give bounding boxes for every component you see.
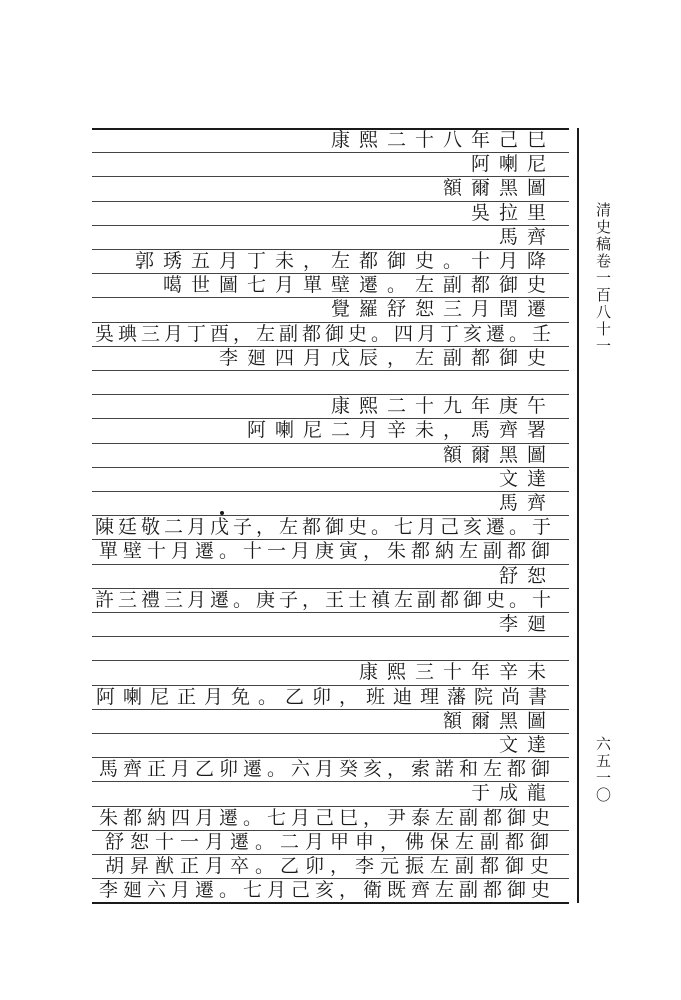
table-row: 康熙三十年辛未 — [358, 661, 555, 684]
table-row: 李廻 — [498, 613, 555, 635]
table-rule — [92, 467, 569, 468]
table-row: 郭琇五月丁未，左都御史。十月降 — [134, 250, 555, 272]
table-row: 舒恕 — [498, 564, 555, 587]
table-row: 舒恕十一月遷。二月甲申，佛保左副都御 — [104, 830, 555, 853]
table-row: 朱都納四月遷。七月己巳，尹泰左副都御史 — [98, 806, 555, 829]
official-appointment-table — [92, 128, 569, 903]
table-row: 吳拉里 — [470, 201, 555, 224]
table-row: 阿喇尼正月免。乙卯，班迪理藩院尚書 — [95, 685, 555, 708]
table-row: 阿喇尼二月辛未，馬齊署 — [246, 419, 555, 442]
table-rule — [92, 636, 569, 637]
table-row: 許三禮三月遷。庚子，王士禛左副都御史。十 — [94, 588, 555, 611]
table-row: 額爾黑圖 — [442, 443, 555, 466]
table-rule — [92, 612, 569, 613]
table-row: 阿喇尼 — [470, 153, 555, 176]
table-row: 馬齊 — [498, 492, 555, 514]
page-number: 六五一〇 — [594, 736, 612, 804]
table-rule — [92, 370, 569, 371]
volume-title: 清史稿卷一百八十一 — [594, 201, 612, 355]
table-row: 康熙二十八年己巳 — [330, 129, 555, 151]
table-row: 康熙二十九年庚午 — [330, 395, 555, 418]
table-row: 李廻六月遷。七月己亥，衛既齊左副都御史 — [98, 879, 555, 902]
table-row: 單壁十月遷。十一月庚寅，朱都納左副都御 — [98, 540, 555, 563]
table-row: 胡昇猷正月卒。乙卯，李元振左副都御史 — [104, 855, 555, 877]
table-rule — [92, 902, 569, 904]
table-row: 額爾黑圖 — [442, 709, 555, 732]
table-row: 額爾黑圖 — [442, 177, 555, 200]
right-border-rule — [577, 128, 579, 903]
table-row: 陳廷敬二月戊子，左都御史。七月己亥遷。于 — [94, 516, 555, 539]
table-row: 馬齊正月乙卯遷。六月癸亥，索諾和左都御 — [98, 758, 555, 781]
table-row: 吳琠三月丁酉，左副都御史。四月丁亥遷。壬 — [94, 322, 555, 345]
table-row: 馬齊 — [498, 225, 555, 248]
table-row: 文達 — [498, 734, 555, 756]
table-row: 噶世圖七月單壁遷。左副都御史 — [162, 274, 555, 297]
table-row: 李廻四月戊辰，左副都御史 — [218, 346, 555, 369]
table-rule — [92, 491, 569, 492]
ink-dot — [220, 511, 224, 515]
table-rule — [92, 733, 569, 734]
table-row: 于成龍 — [470, 782, 555, 805]
table-row: 文達 — [498, 467, 555, 490]
table-rule — [92, 564, 569, 565]
table-rule — [92, 225, 569, 226]
table-row: 覺羅舒恕三月閏遷 — [330, 298, 555, 321]
